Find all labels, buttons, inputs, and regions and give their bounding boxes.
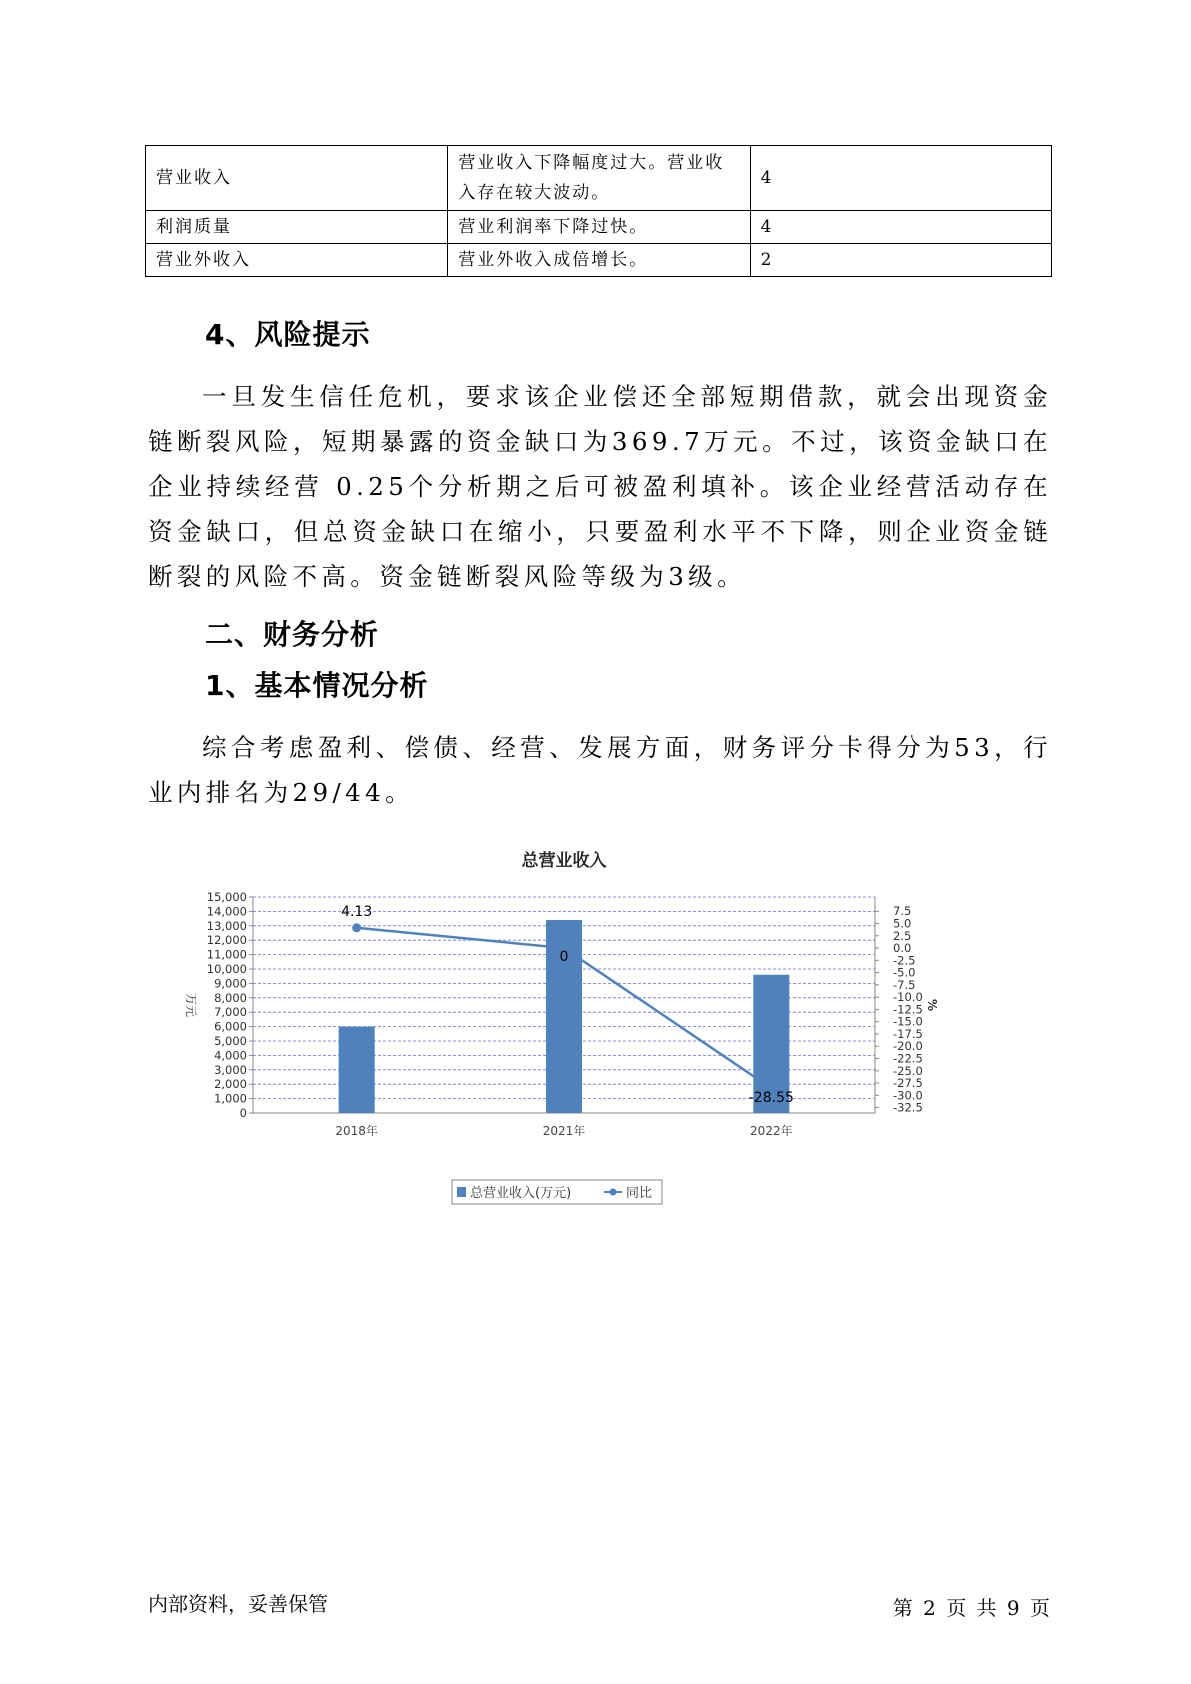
data-label: -28.55 bbox=[748, 1090, 794, 1107]
y-tick-label: 2,000 bbox=[214, 1077, 247, 1092]
y2-tick-label: -32.5 bbox=[893, 1100, 923, 1115]
y2-tick-label: 7.5 bbox=[893, 904, 912, 919]
y-tick-label: 4,000 bbox=[214, 1048, 247, 1063]
y-tick-label: 10,000 bbox=[206, 962, 247, 976]
risk-item-cell: 营业收入 bbox=[146, 146, 448, 211]
y2-tick-label: -12.5 bbox=[893, 1002, 923, 1017]
line-point bbox=[352, 923, 361, 932]
y-tick-label: 7,000 bbox=[214, 1005, 247, 1020]
table-row bbox=[146, 244, 1052, 277]
risk-score-cell: 2 bbox=[750, 244, 1051, 277]
table-row bbox=[146, 146, 1052, 211]
x-tick-label: 2018年 bbox=[335, 1124, 378, 1138]
legend-line-marker bbox=[610, 1189, 617, 1196]
y2-tick-label: -27.5 bbox=[893, 1076, 923, 1091]
y-tick-label: 12,000 bbox=[206, 933, 247, 948]
y2-tick-label: 5.0 bbox=[893, 916, 912, 931]
risk-score-cell: 4 bbox=[750, 211, 1051, 244]
data-label: 0 bbox=[559, 949, 569, 966]
risk-score-cell: 4 bbox=[750, 146, 1051, 211]
footer-confidential: 内部资料，妥善保管 bbox=[148, 1592, 328, 1616]
y2-tick-label: -30.0 bbox=[893, 1088, 923, 1103]
x-tick-label: 2021年 bbox=[542, 1124, 586, 1138]
risk-item-cell: 利润质量 bbox=[146, 211, 448, 244]
chart-title: 总营业收入 bbox=[521, 851, 607, 871]
risk-paragraph: 一旦发生信任危机，要求该企业偿还全部短期借款，就会出现资金链断裂风险，短期暴露的资金缺口为369.7万元。不过，该资金缺口在企业持续经营 0.25个分析期之后可被盈利填补。该企业经营活动存在资金缺口，但总资金缺口在缩小，只要盈利水平不下降，则企业资金链断裂的风险不高。资金链断裂风险等级为3级。 bbox=[148, 382, 1052, 591]
y2-tick-label: -15.0 bbox=[893, 1014, 923, 1029]
y-tick-label: 15,000 bbox=[206, 890, 247, 904]
x-tick-label: 2022年 bbox=[750, 1124, 793, 1138]
y-tick-label: 8,000 bbox=[214, 990, 247, 1005]
risk-desc-cell: 营业外收入成倍增长。 bbox=[448, 244, 750, 277]
y-tick-label: 1,000 bbox=[214, 1091, 247, 1106]
legend-bar-swatch bbox=[457, 1187, 466, 1197]
basic-analysis-paragraph: 综合考虑盈利、偿债、经营、发展方面，财务评分卡得分为53，行业内排名为29/44。 bbox=[148, 733, 1052, 807]
y2-tick-label: 2.5 bbox=[893, 928, 912, 943]
finance-heading: 二、财务分析 bbox=[205, 618, 380, 651]
y2-tick-label: -10.0 bbox=[893, 990, 923, 1005]
y-tick-label: 6,000 bbox=[214, 1019, 247, 1034]
footer-page-number: 第 2 页 共 9 页 bbox=[892, 1596, 1052, 1620]
legend-line-label: 同比 bbox=[626, 1186, 653, 1201]
risk-item-cell: 营业外收入 bbox=[146, 244, 448, 277]
y2-tick-label: -17.5 bbox=[893, 1026, 923, 1041]
revenue-chart-svg bbox=[175, 835, 1035, 1295]
y-tick-label: 14,000 bbox=[206, 904, 247, 919]
basic-analysis-heading: 1、基本情况分析 bbox=[205, 669, 429, 702]
y2-tick-label: 0.0 bbox=[893, 941, 912, 956]
y-tick-label: 11,000 bbox=[206, 947, 247, 962]
y2-tick-label: -5.0 bbox=[893, 965, 916, 980]
y2-axis-label: % bbox=[925, 998, 939, 1012]
y2-tick-label: -22.5 bbox=[893, 1051, 923, 1066]
y-tick-label: 13,000 bbox=[206, 918, 247, 933]
y2-tick-label: -25.0 bbox=[893, 1063, 923, 1078]
y-axis-label: 万元 bbox=[184, 992, 198, 1018]
y-tick-label: 3,000 bbox=[214, 1062, 247, 1077]
y2-tick-label: -7.5 bbox=[893, 977, 916, 992]
y-tick-label: 5,000 bbox=[214, 1034, 247, 1048]
y-tick-label: 9,000 bbox=[214, 976, 247, 991]
revenue-chart bbox=[175, 835, 1035, 1295]
y2-tick-label: -2.5 bbox=[893, 953, 916, 968]
table-row bbox=[146, 211, 1052, 244]
y2-tick-label: -20.0 bbox=[893, 1039, 923, 1054]
y-tick-label: 0 bbox=[239, 1106, 247, 1120]
risk-desc-cell: 营业收入下降幅度过大。营业收入存在较大波动。 bbox=[448, 146, 750, 211]
risk-heading: 4、风险提示 bbox=[205, 318, 371, 351]
risk-table bbox=[145, 145, 1052, 277]
bar bbox=[339, 1027, 375, 1113]
risk-desc-cell: 营业利润率下降过快。 bbox=[448, 211, 750, 244]
data-label: 4.13 bbox=[341, 903, 373, 920]
legend-bar-label: 总营业收入(万元) bbox=[470, 1186, 572, 1201]
